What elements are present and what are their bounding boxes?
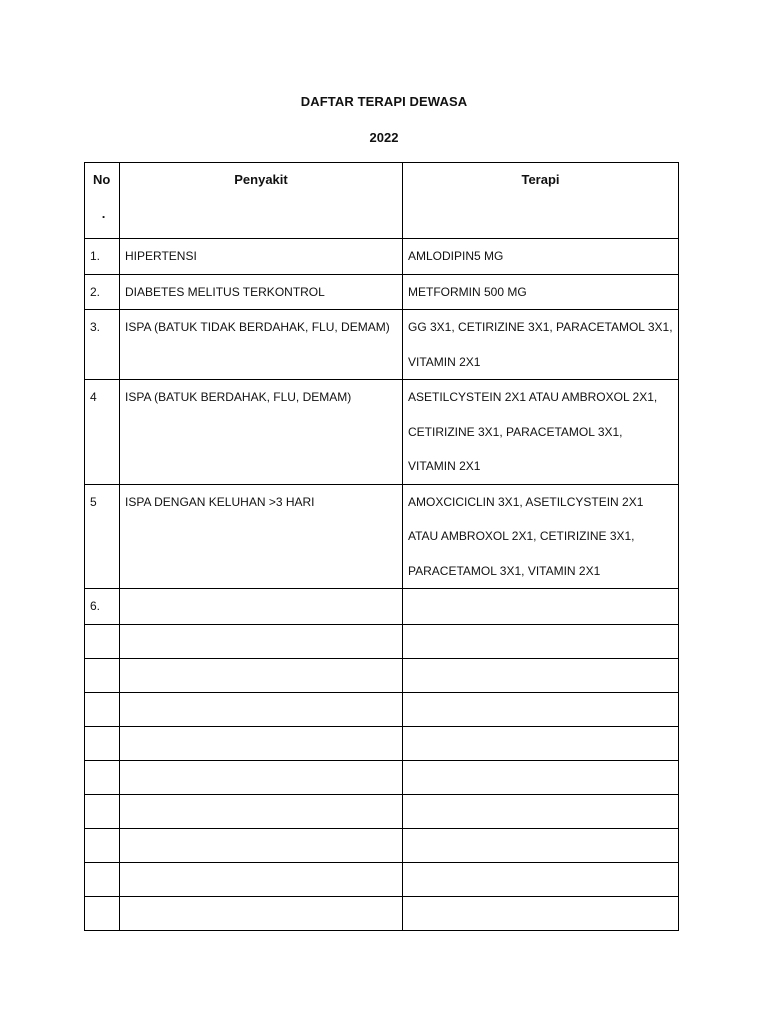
header-no-label: No [93,172,111,187]
table-row [85,692,679,726]
row-penyakit [120,828,403,862]
row-penyakit: DIABETES MELITUS TERKONTROL [120,274,403,310]
header-no [85,163,120,239]
row-penyakit [120,658,403,692]
table-row [85,310,679,380]
row-terapi: ASETILCYSTEIN 2X1 ATAU AMBROXOL 2X1, CETIRIZINE 3X1, PARACETAMOL 3X1, VITAMIN 2X1 [403,380,679,485]
row-terapi [403,794,679,828]
row-no [85,658,120,692]
row-penyakit [120,692,403,726]
row-terapi [403,624,679,658]
row-terapi [403,896,679,930]
table-row [85,658,679,692]
row-penyakit [120,726,403,760]
row-no [85,692,120,726]
row-terapi [403,862,679,896]
row-penyakit [120,896,403,930]
row-no [85,726,120,760]
document-title: DAFTAR TERAPI DEWASA [300,94,468,109]
row-no: 3. [85,310,120,380]
row-terapi: METFORMIN 500 MG [403,274,679,310]
row-terapi [403,828,679,862]
row-no: 2. [85,274,120,310]
table-row [85,484,679,589]
row-no [85,760,120,794]
row-terapi: GG 3X1, CETIRIZINE 3X1, PARACETAMOL 3X1, VITAMIN 2X1 [403,310,679,380]
table-row [85,828,679,862]
row-no [85,862,120,896]
row-no: 5 [85,484,120,589]
table-row [85,624,679,658]
table-row [85,274,679,310]
table-row [85,589,679,625]
row-penyakit [120,589,403,625]
table-row [85,380,679,485]
row-penyakit [120,794,403,828]
row-terapi [403,658,679,692]
row-penyakit: ISPA (BATUK TIDAK BERDAHAK, FLU, DEMAM) [120,310,403,380]
row-no: 6. [85,589,120,625]
row-terapi: AMLODIPIN5 MG [403,239,679,275]
table-row [85,760,679,794]
row-no [85,896,120,930]
table-row [85,726,679,760]
row-terapi [403,692,679,726]
row-penyakit [120,760,403,794]
row-terapi [403,589,679,625]
row-terapi: AMOXCICICLIN 3X1, ASETILCYSTEIN 2X1 ATAU AMBROXOL 2X1, CETIRIZINE 3X1, PARACETAMOL 3X1, VITAMIN 2X1 [403,484,679,589]
row-no [85,624,120,658]
header-penyakit: Penyakit [120,163,403,239]
document-year: 2022 [369,130,399,145]
table-row [85,862,679,896]
therapy-table [84,162,679,931]
header-terapi: Terapi [403,163,679,239]
row-no: 4 [85,380,120,485]
row-terapi [403,760,679,794]
table-row [85,239,679,275]
row-no [85,794,120,828]
row-penyakit: ISPA DENGAN KELUHAN >3 HARI [120,484,403,589]
table-row [85,794,679,828]
row-penyakit [120,862,403,896]
row-no: 1. [85,239,120,275]
row-terapi [403,726,679,760]
table-row [85,896,679,930]
row-no [85,828,120,862]
row-penyakit: HIPERTENSI [120,239,403,275]
table-header-row [85,163,679,239]
row-penyakit: ISPA (BATUK BERDAHAK, FLU, DEMAM) [120,380,403,485]
row-penyakit [120,624,403,658]
header-no-dot: . [101,206,106,221]
